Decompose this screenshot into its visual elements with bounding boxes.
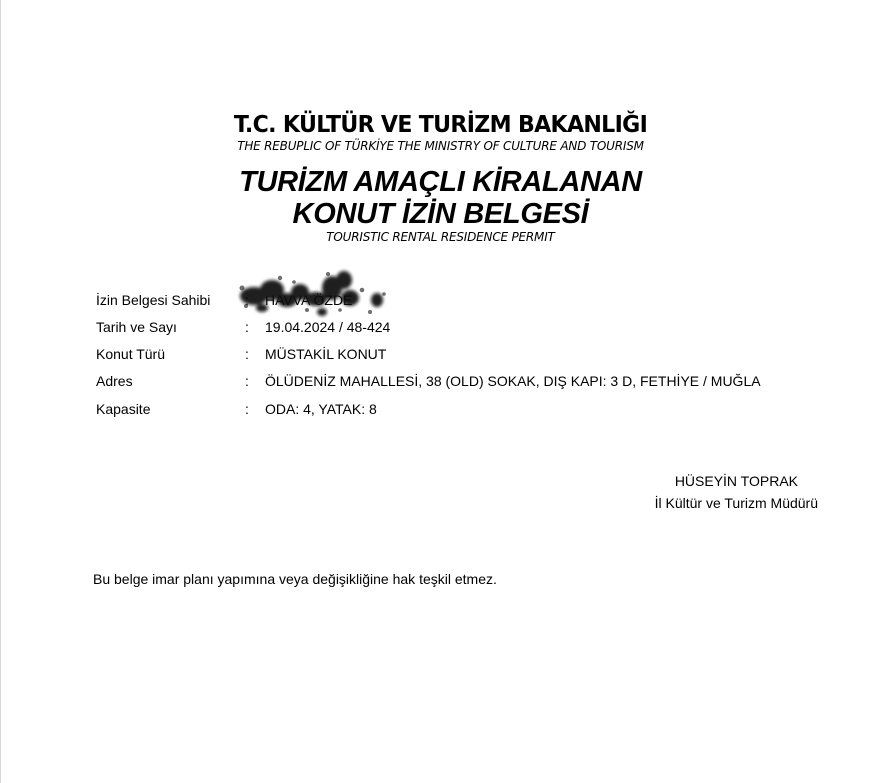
field-value: 19.04.2024 / 48-424 (265, 319, 391, 335)
field-value: ODA: 4, YATAK: 8 (265, 401, 377, 417)
signatory-name: HÜSEYİN TOPRAK (674, 473, 798, 489)
field-value: ÖZDE (313, 292, 353, 308)
page-edge (0, 0, 1, 783)
field-label: Konut Türü (96, 346, 166, 362)
ministry-title: T.C. KÜLTÜR VE TURİZM BAKANLIĞI (233, 112, 648, 138)
field-label: Kapasite (96, 401, 151, 417)
field-label: Adres (96, 373, 133, 389)
field-label: İzin Belgesi Sahibi (96, 292, 211, 308)
field-separator: : (245, 319, 249, 335)
field-separator: : (245, 346, 249, 362)
footer-note: Bu belge imar planı yapımına veya değişikliğine hak teşkil etmez. (93, 571, 497, 587)
signatory-title: İl Kültür ve Turizm Müdürü (654, 495, 818, 511)
field-value: MÜSTAKİL KONUT (265, 346, 387, 362)
document-title-en: TOURISTIC RENTAL RESIDENCE PERMIT (326, 230, 555, 244)
field-separator: : (245, 401, 249, 417)
field-separator: : (245, 373, 249, 389)
ministry-title-en: THE REBUPLIC OF TÜRKİYE THE MINISTRY OF CULTURE AND TOURISM (237, 139, 644, 153)
field-value: ÖLÜDENİZ MAHALLESİ, 38 (OLD) SOKAK, DIŞ KAPI: 3 D, FETHİYE / MUĞLA (265, 373, 761, 389)
redaction-scribble (232, 266, 388, 322)
document-title-line1: TURİZM AMAÇLI KİRALANAN (239, 166, 642, 198)
document-title-line2: KONUT İZİN BELGESİ (292, 198, 589, 230)
field-label: Tarih ve Sayı (96, 319, 177, 335)
